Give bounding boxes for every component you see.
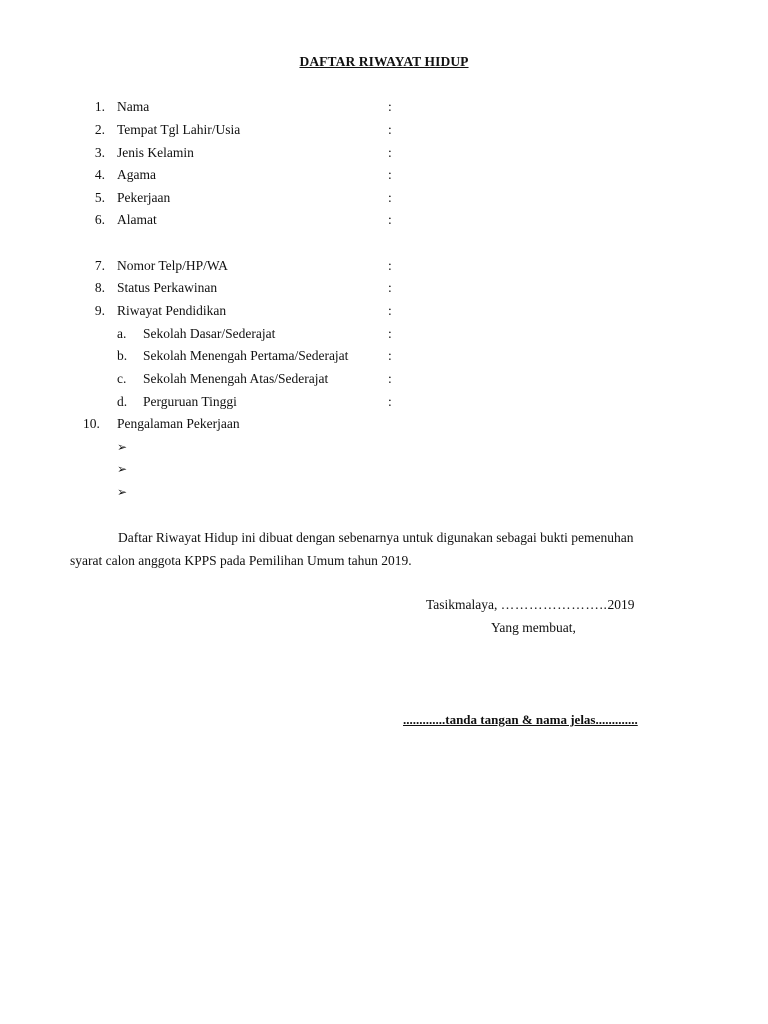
- item-colon: :: [388, 167, 392, 182]
- signature-place: Tasikmalaya,: [426, 597, 498, 612]
- education-label: Perguruan Tinggi: [143, 394, 237, 409]
- item-label: Status Perkawinan: [117, 280, 218, 295]
- education-item-pt: [0, 393, 768, 411]
- item-colon: :: [388, 212, 392, 227]
- experience-bullet: [0, 460, 768, 478]
- list-item-nomor-telp: [0, 257, 768, 275]
- education-label: Sekolah Menengah Pertama/Sederajat: [143, 348, 349, 363]
- list-item-riwayat-pendidikan: [0, 302, 768, 320]
- list-item-nama: [0, 98, 768, 116]
- signature-date-dots: …………………..: [500, 597, 608, 612]
- item-colon: :: [388, 303, 392, 318]
- item-label: Pekerjaan: [117, 190, 171, 205]
- item-label: Nomor Telp/HP/WA: [117, 258, 228, 273]
- education-colon: :: [388, 326, 392, 341]
- education-colon: :: [388, 348, 392, 363]
- item-colon: :: [388, 258, 392, 273]
- item-number: 2.: [94, 122, 105, 137]
- education-letter: a.: [117, 326, 127, 341]
- education-letter: c.: [117, 371, 127, 386]
- signature-name-line: .............tanda tangan & nama jelas.............: [403, 712, 638, 727]
- signature-year: 2019: [607, 597, 635, 612]
- item-colon: :: [388, 280, 392, 295]
- item-number: 4.: [94, 167, 105, 182]
- item-number: 5.: [94, 190, 105, 205]
- education-item-sd: [0, 325, 768, 343]
- item-number: 1.: [94, 99, 105, 114]
- item-number: 7.: [94, 258, 105, 273]
- signature-made-by: Yang membuat,: [491, 620, 576, 635]
- experience-bullet: [0, 483, 768, 501]
- list-item-pengalaman-pekerjaan: [0, 415, 768, 433]
- statement-line-2: syarat calon anggota KPPS pada Pemilihan Umum tahun 2019.: [70, 553, 412, 568]
- item-colon: :: [388, 99, 392, 114]
- item-colon: :: [388, 190, 392, 205]
- item-label: Pengalaman Pekerjaan: [117, 416, 240, 431]
- education-colon: :: [388, 371, 392, 386]
- list-item-tempat-tgl-lahir: [0, 121, 768, 139]
- statement-line-1: Daftar Riwayat Hidup ini dibuat dengan sebenarnya untuk digunakan sebagai bukti pemenuhan: [118, 530, 634, 545]
- item-label: Riwayat Pendidikan: [117, 303, 227, 318]
- item-number: 6.: [94, 212, 105, 227]
- item-label: Tempat Tgl Lahir/Usia: [117, 122, 241, 137]
- item-label: Nama: [117, 99, 150, 114]
- arrow-bullet-icon: ➢: [117, 462, 128, 476]
- item-number: 8.: [94, 280, 105, 295]
- education-colon: :: [388, 394, 392, 409]
- item-number: 9.: [94, 303, 105, 318]
- item-label: Agama: [117, 167, 156, 182]
- item-colon: :: [388, 122, 392, 137]
- item-label: Alamat: [117, 212, 157, 227]
- item-number: 10.: [83, 416, 100, 431]
- item-colon: :: [388, 145, 392, 160]
- education-letter: d.: [117, 394, 128, 409]
- education-label: Sekolah Dasar/Sederajat: [143, 326, 276, 341]
- experience-bullet: [0, 438, 768, 456]
- arrow-bullet-icon: ➢: [117, 440, 128, 454]
- list-item-pekerjaan: [0, 189, 768, 207]
- list-item-jenis-kelamin: [0, 144, 768, 162]
- education-item-sma: [0, 370, 768, 388]
- education-letter: b.: [117, 348, 128, 363]
- education-item-smp: [0, 347, 768, 365]
- document-title: DAFTAR RIWAYAT HIDUP: [299, 54, 469, 69]
- list-item-status-perkawinan: [0, 279, 768, 297]
- item-number: 3.: [94, 145, 105, 160]
- education-label: Sekolah Menengah Atas/Sederajat: [143, 371, 329, 386]
- item-label: Jenis Kelamin: [117, 145, 194, 160]
- arrow-bullet-icon: ➢: [117, 485, 128, 499]
- statement-paragraph: [70, 526, 702, 572]
- list-item-alamat: [0, 211, 768, 229]
- list-item-agama: [0, 166, 768, 184]
- signature-place-date: [426, 596, 634, 614]
